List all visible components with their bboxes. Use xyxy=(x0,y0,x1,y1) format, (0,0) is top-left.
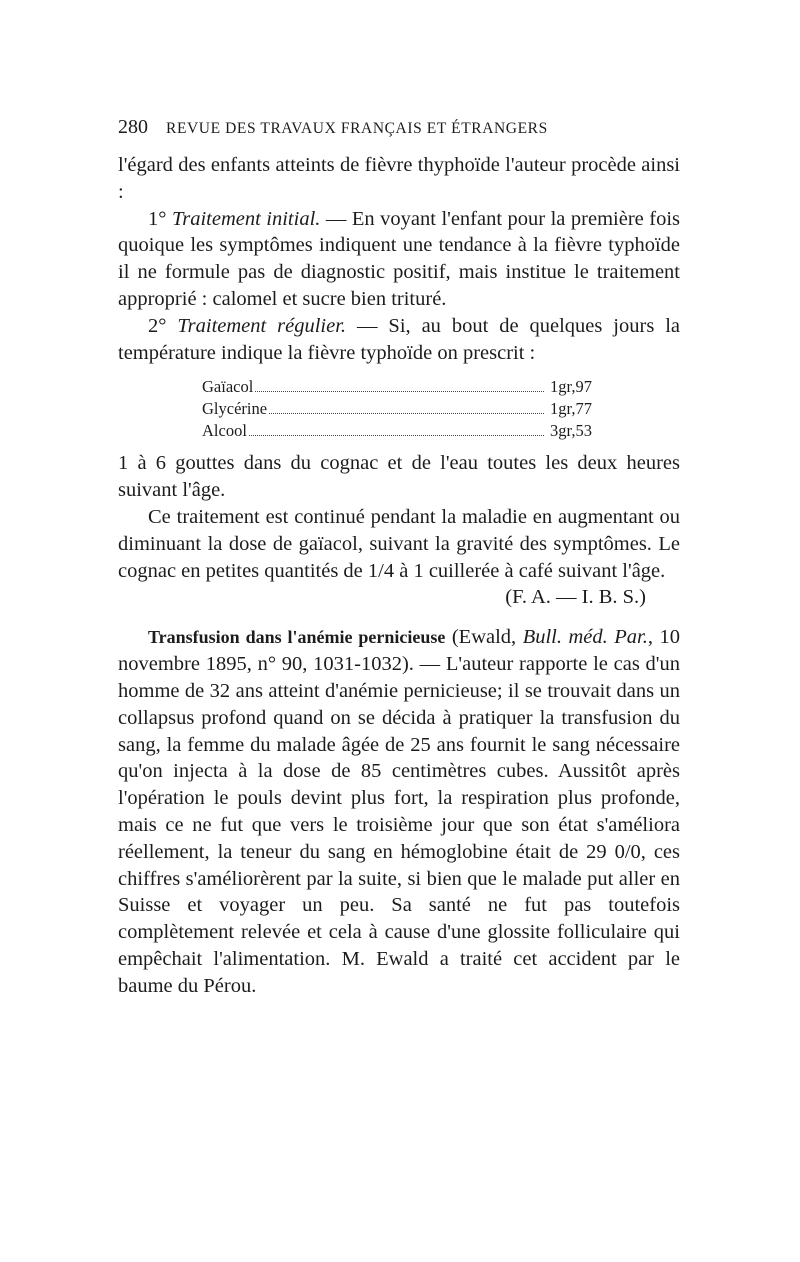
article-2-paragraph xyxy=(118,624,680,999)
ingredient-quantity: 3gr,53 xyxy=(550,421,592,441)
author-signature: (F. A. — I. B. S.) xyxy=(505,586,646,609)
leader-dots xyxy=(269,413,544,414)
point-2-number: 2° xyxy=(148,314,178,337)
citation-details: , 10 novembre 1895, n° 90, 1031-1032). xyxy=(118,626,681,676)
leader-dots xyxy=(255,391,544,392)
page-number: 280 xyxy=(118,116,148,138)
running-header xyxy=(118,116,608,139)
point-1-number: 1° xyxy=(148,207,172,230)
ingredient-name: Glycérine xyxy=(202,399,268,419)
ingredient-name: Gaïacol xyxy=(202,377,254,397)
article-2-body: — L'auteur rapporte le cas d'un homme de 32 ans atteint d'anémie pernicieuse; il se trouvait dans un collapsus profond quand on se décida à pratiquer la transfusion du sang, la femme du malade âgée de 25 ans fournit le sang nécessaire qu'on injecta à la dose de 85 centimètres cubes. Aussitôt après l'opération le pouls devint plus fort, la respiration plus profonde, mais ce ne fut que vers le troisième jour que son état s'améliora réellement, la teneur du sang en hémoglobine était de 29 0/0, ces chiffres s'améliorèrent par la suite, si bien que le malade put aller en Suisse et voyager un peu. Sa santé ne fut pas toutefois complètement relevée et cela à cause d'une glossite folliculaire qui empêchait l'alimentation. M. Ewald a traité cet accident par le baume du Pérou. xyxy=(118,653,680,997)
ingredient-quantity: 1gr,77 xyxy=(550,399,592,419)
ingredient-quantity: 1gr,97 xyxy=(550,377,592,397)
ingredient-name: Alcool xyxy=(202,421,247,441)
running-title: REVUE DES TRAVAUX FRANÇAIS ET ÉTRANGERS xyxy=(166,120,548,137)
dosage-paragraph: 1 à 6 gouttes dans du cognac et de l'eau toutes les deux heures suivant l'âge. xyxy=(118,452,680,502)
leader-dots xyxy=(249,435,544,436)
journal-name: Bull. méd. Par. xyxy=(522,626,648,649)
point-2-paragraph xyxy=(118,313,680,367)
article-2-title: Transfusion dans l'anémie pernicieuse xyxy=(148,627,446,648)
continuation-paragraph xyxy=(118,504,680,609)
prescription-row xyxy=(202,420,592,442)
continuation-text: Ce traitement est continué pendant la maladie en augmentant ou diminuant la dose de gaïacol, suivant la gravité des symptômes. Le cognac en petites quantités de 1/4 à 1 cuillerée à café suivant l'âge. xyxy=(118,505,680,582)
intro-paragraph: l'égard des enfants atteints de fièvre thyphoïde l'auteur procède ainsi : xyxy=(118,154,680,203)
prescription-row xyxy=(202,398,592,420)
point-1-text: — En voyant l'enfant pour la première fois quoique les symptômes indiquent une tendance à la fièvre typhoïde il ne formule pas de diagnostic positif, mais institue le traitement approprié : calomel et sucre bien trituré. xyxy=(118,207,680,310)
prescription-list xyxy=(202,376,592,442)
point-2-text: — Si, au bout de quelques jours la température indique la fièvre typhoïde on prescrit : xyxy=(118,314,681,364)
point-1-title: Traitement initial. xyxy=(171,207,321,230)
body-text xyxy=(118,152,680,1000)
point-2-title: Traitement régulier. xyxy=(177,314,347,337)
point-1-paragraph xyxy=(118,206,680,313)
prescription-row xyxy=(202,376,592,398)
citation-open: (Ewald, xyxy=(445,626,523,649)
